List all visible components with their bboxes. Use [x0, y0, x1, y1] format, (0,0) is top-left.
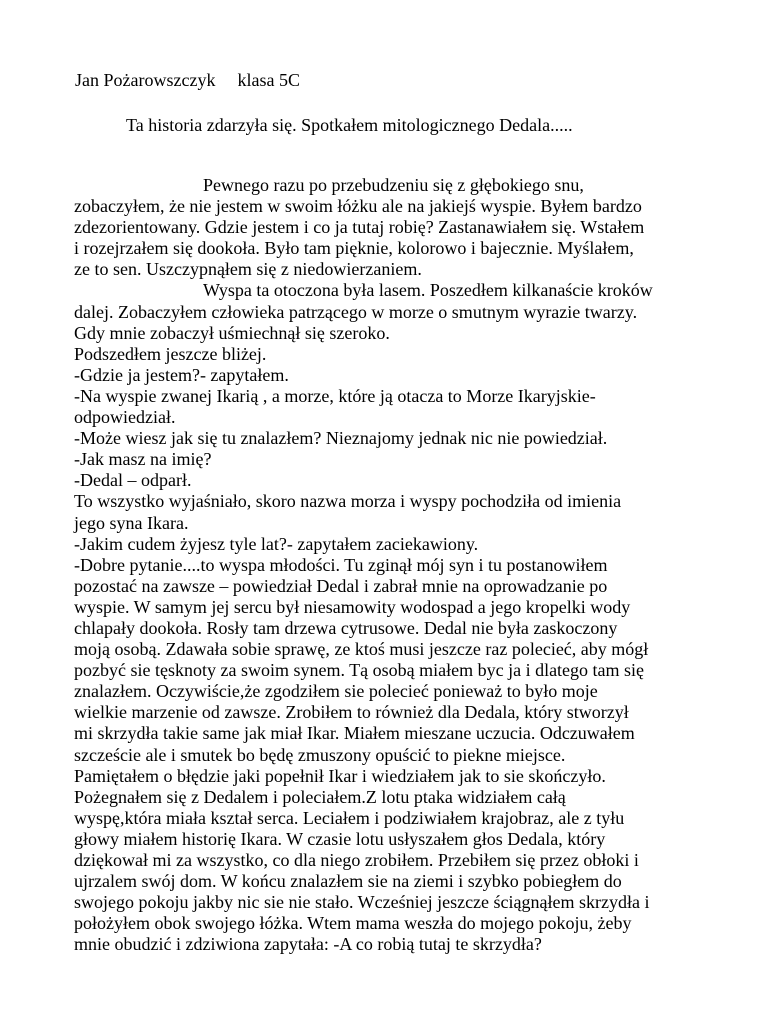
story-line: -Dobre pytanie....to wyspa młodości. Tu zginął mój syn i tu postanowiłem — [74, 554, 608, 575]
story-line: ujrzalem swój dom. W końcu znalazłem sie na ziemi i szybko pobiegłem do — [74, 871, 622, 892]
story-line: jego syna Ikara. — [74, 512, 189, 533]
story-line: dziękował mi za wszystko, co dla niego zrobiłem. Przebiłem się przez obłoki i — [74, 850, 639, 870]
story-line: -Może wiesz jak się tu znalazłem? Nieznajomy jednak nic nie powiedział. — [74, 428, 608, 449]
document-header — [75, 69, 300, 91]
story-line: znalazłem. Oczywiście,że zgodziłem sie polecieć ponieważ to było moje — [74, 681, 598, 702]
story-line: położyłem obok swojego łóżka. Wtem mama weszła do mojego pokoju, żeby — [74, 913, 632, 934]
story-line: chlapały dookoła. Rosły tam drzewa cytrusowe. Dedal nie była zaskoczony — [74, 617, 618, 638]
intro-sentence: Ta historia zdarzyła się. Spotkałem mitologicznego Dedala..... — [126, 115, 573, 135]
story-line: zobaczyłem, że nie jestem w swoim łóżku ale na jakiejś wyspie. Byłem bardzo — [74, 196, 642, 217]
story-line: -Jakim cudem żyjesz tyle lat?- zapytałem zaciekawiony. — [74, 533, 479, 554]
story-line: pozbyć sie tęsknoty za swoim synem. Tą osobą miałem byc ja i dlatego tam się — [74, 660, 645, 681]
story-body — [74, 175, 754, 955]
story-line: swojego pokoju jakby nic sie nie stało. Wcześniej jeszcze ściągnąłem skrzydła i — [74, 892, 650, 913]
story-line: pozostać na zawsze – powiedział Dedal i zabrał mnie na oprowadzanie po — [74, 575, 608, 596]
story-line: -Na wyspie zwanej Ikarią , a morze, które ją otacza to Morze Ikaryjskie- — [74, 385, 596, 406]
story-line: To wszystko wyjaśniało, skoro nazwa morza i wyspy pochodziła od imienia — [74, 491, 622, 512]
story-line: Wyspa ta otoczona była lasem. Poszedłem kilkanaście kroków — [203, 280, 653, 301]
story-line: dalej. Zobaczyłem człowieka patrzącego w morze o smutnym wyrazie twarzy. — [74, 301, 638, 322]
story-line: Pamiętałem o błędzie jaki popełnił Ikar i wiedziałem jak to sie skończyło. — [74, 765, 606, 786]
story-line: szczeście ale i smutek bo będę zmuszony opuścić to piekne miejsce. — [74, 744, 566, 765]
story-line: moją osobą. Zdawała sobie sprawę, ze ktoś musi jeszcze raz polecieć, aby mógł — [74, 639, 649, 660]
story-line: mnie obudzić i zdziwiona zapytała: -A co robią tutaj te skrzydła? — [74, 934, 542, 955]
story-line: Pewnego razu po przebudzeniu się z głębokiego snu, — [203, 175, 584, 195]
story-line: -Dedal – odparł. — [74, 470, 192, 491]
author-name: Jan Pożarowszczyk — [75, 70, 216, 90]
story-line: i rozejrzałem się dookoła. Było tam pięknie, kolorowo i bajecznie. Myślałem, — [74, 238, 634, 259]
story-line: ze to sen. Uszczypnąłem się z niedowierzaniem. — [74, 259, 422, 280]
story-line: głowy miałem historię Ikara. W czasie lotu usłyszałem głos Dedala, który — [74, 828, 606, 849]
story-line: wielkie marzenie od zawsze. Zrobiłem to również dla Dedala, który stworzył — [74, 702, 629, 723]
story-line: mi skrzydła takie same jak miał Ikar. Miałem mieszane uczucia. Odczuwałem — [74, 723, 635, 744]
story-line: zdezorientowany. Gdzie jestem i co ja tutaj robię? Zastanawiałem się. Wstałem — [74, 217, 645, 238]
story-line: odpowiedział. — [74, 407, 176, 428]
story-line: Podszedłem jeszcze bliżej. — [74, 343, 267, 364]
story-line: Pożegnałem się z Dedalem i poleciałem.Z lotu ptaka widziałem całą — [74, 786, 566, 807]
story-line: wyspę,która miała kształ serca. Leciałem i podziwiałem krajobraz, ale z tyłu — [74, 807, 625, 828]
story-line: -Jak masz na imię? — [74, 449, 212, 470]
story-line: -Gdzie ja jestem?- zapytałem. — [74, 364, 289, 385]
class-label: klasa 5C — [237, 70, 300, 90]
story-line: Gdy mnie zobaczył uśmiechnął się szeroko. — [74, 322, 390, 343]
story-line: wyspie. W samym jej sercu był niesamowity wodospad a jego kropelki wody — [74, 596, 631, 617]
